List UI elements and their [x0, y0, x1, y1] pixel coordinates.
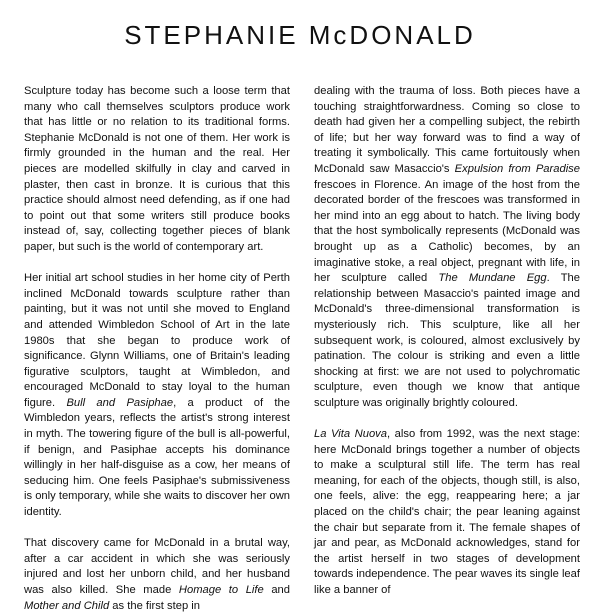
artwork-title: Bull and Pasiphae — [66, 396, 174, 409]
text-run: , also from 1992, was the next stage: here McDonald brings together a number of objects to make a sculptural still life. The term has real meaning, for each of the objects, though still, is also, one feels, alive: the egg, reappearing here; a jar placed on the child's chair; the pear leaning against the chair but separate from it. The female shapes of jar and pear, as McDonald acknowledges, stand for the artist herself in two stages of development towards independence. The pear waves its single leaf like a banner of — [314, 428, 580, 596]
text-run: as the first step in — [109, 599, 200, 612]
paragraph-early-studies — [24, 271, 290, 521]
text-run: and — [263, 584, 290, 596]
text-run: dealing with the trauma of loss. Both pieces have a touching straightforwardness. Coming so close to death had given her a compelling subject, the rebirth of life; but her way forward was to find a way of treating it symbolically. This came fortuitously when McDonald saw Masaccio's — [314, 85, 580, 175]
right-column — [314, 84, 580, 599]
artwork-title: Expulsion from Paradise — [454, 162, 580, 175]
artwork-title: Homage to Life — [178, 584, 264, 596]
text-run: , a product of the Wimbledon years, reflects the artist's strong interest in myth. The towering figure of the bull is all-powerful, if benign, and Pasiphae accepts his dominance willingly in her half-disguise as a cow, her means of seducing him. One feels Pasiphae's submissiveness is only temporary, while she waits to discover her own identity. — [24, 396, 290, 519]
paragraph-trauma — [314, 84, 580, 411]
paragraph-la-vita-nuova — [314, 427, 580, 599]
page-title: STEPHANIE McDONALD — [124, 20, 476, 50]
paragraph-intro: Sculpture today has become such a loose term that many who call themselves sculptors produce work that has little or no relation to its traditional forms. Stephanie McDonald is not one of them. Her work is firmly grounded in the human and the real. Her pieces are modelled skilfully in clay and carved in plaster, then cast in bronze. It is curious that this practice should almost need defending, as if one had to point out that some writers still produce books instead of, say, collecting together pieces of blank paper, but such is the world of contemporary art. — [24, 85, 290, 253]
left-column — [24, 84, 290, 614]
text-run: That discovery came for McDonald in a brutal way, after a car accident in which she was seriously injured and lost her unborn child, and her husband was also killed. She made — [24, 537, 290, 596]
text-run: . The relationship between Masaccio's painted image and McDonald's three-dimensional transformation is mysteriously rich. This sculpture, like all her subsequent work, is coloured, almost exclusively by patination. The colour is striking and even a little shocking at first: we are not used to polychromatic sculpture, even though we know that antique sculpture was originally brightly coloured. — [314, 272, 581, 409]
artwork-title: La Vita Nuova — [314, 428, 387, 441]
artwork-title: Mother and Child — [24, 599, 110, 612]
paragraph-discovery — [24, 536, 290, 614]
text-run: frescoes in Florence. An image of the host from the decorated border of the frescoes was transformed in her mind into an egg about to hatch. The living body that the host symbolically represents (McDonald was brought up as a Catholic) becomes, by an imaginative stoke, a real object, pregnant with life, in her sculpture called — [314, 178, 580, 285]
text-run: Her initial art school studies in her home city of Perth inclined McDonald towards sculpture rather than painting, but it was not until she moved to England and attended Wimbledon School of Art in the late 1980s that she began to produce work of significance. Glynn Williams, one of Britain's leading figurative sculptors, taught at Wimbledon, and encouraged McDonald to stay loyal to the human figure. — [24, 272, 290, 409]
artwork-title: The Mundane Egg — [438, 272, 547, 285]
